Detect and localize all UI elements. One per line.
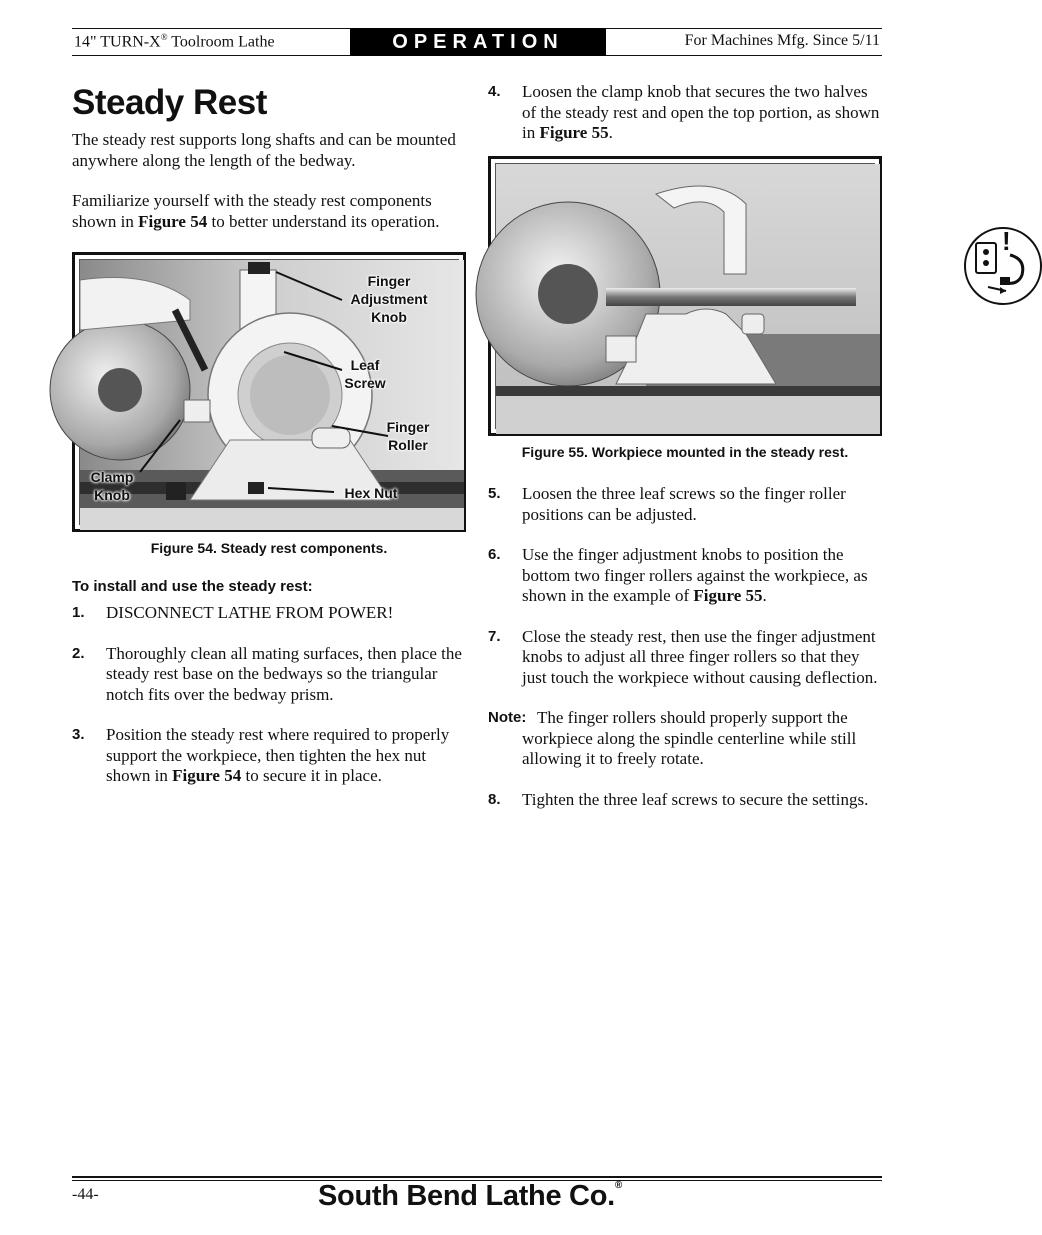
- step-4: 4. Loosen the clamp knob that secures the two halves of the steady rest and open the top portion, as shown in Figure 55.: [488, 82, 880, 142]
- header-section: OPERATION: [350, 28, 606, 56]
- step-8: 8. Tighten the three leaf screws to secure the settings.: [488, 789, 869, 809]
- page-header: [72, 28, 882, 56]
- procedure-heading: To install and use the steady rest:: [72, 577, 313, 595]
- note: Note: The finger rollers should properly support the workpiece along the spindle centerline while still allowing it to freely rotate.: [488, 708, 857, 768]
- step-5: 5. Loosen the three leaf screws so the finger roller positions can be adjusted.: [488, 484, 846, 524]
- figure-54: [72, 252, 466, 559]
- label-clamp-knob: Clamp Knob: [90, 469, 134, 503]
- step-2: 2. Thoroughly clean all mating surfaces, then place the steady rest base on the bedways so the triangular notch fits over the bedway prism.: [72, 643, 462, 704]
- figure-54-frame: [72, 252, 466, 532]
- figure-54-caption: Figure 54. Steady rest components.: [150, 540, 388, 556]
- label-finger-roller: Finger Roller: [386, 419, 430, 453]
- brand-logo: South Bend Lathe Co.®: [318, 1180, 622, 1212]
- label-hex-nut: Hex Nut: [344, 485, 398, 501]
- step-7: 7. Close the steady rest, then use the finger adjustment knobs to adjust all three finger rollers so that they just touch the workpiece without causing deflection.: [488, 626, 878, 687]
- label-leaf-screw: Leaf Screw: [344, 357, 386, 391]
- label-finger-adjustment-knob: Finger Adjustment Knob: [350, 273, 428, 325]
- figure-55-caption: Figure 55. Workpiece mounted in the steady rest.: [521, 443, 849, 460]
- figure-55: [488, 156, 1011, 463]
- step-3: 3. Position the steady rest where required to properly support the workpiece, then tighten the hex nut shown in Figure 54 to secure it in place.: [72, 725, 450, 785]
- header-date: For Machines Mfg. Since 5/11: [684, 32, 880, 49]
- page-number: -44-: [72, 1186, 99, 1203]
- warning-exclamation: !: [1002, 226, 1011, 256]
- right-column: [488, 82, 1011, 830]
- page-title: Steady Rest: [72, 83, 267, 122]
- workpiece-illustration: [496, 164, 880, 434]
- familiarize-paragraph: Familiarize yourself with the steady rest components shown in Figure 54 to better understand its operation.: [72, 191, 440, 231]
- disconnect-power-warning-icon: [964, 227, 1042, 305]
- figure-54-photo: [79, 259, 459, 525]
- step-1: 1. DISCONNECT LATHE FROM POWER!: [72, 603, 394, 622]
- header-model: 14" TURN-X® Toolroom Lathe: [74, 32, 275, 51]
- figure-55-photo: [495, 163, 875, 429]
- step-6: 6. Use the finger adjustment knobs to position the bottom two finger rollers against the workpiece, as shown in the example of Figure 55.: [488, 545, 868, 605]
- figure-55-frame: [488, 156, 882, 436]
- left-column: [72, 84, 466, 807]
- intro-paragraph: The steady rest supports long shafts and can be mounted anywhere along the length of the bedway.: [72, 130, 456, 170]
- footer-rule-thick: [72, 1176, 882, 1178]
